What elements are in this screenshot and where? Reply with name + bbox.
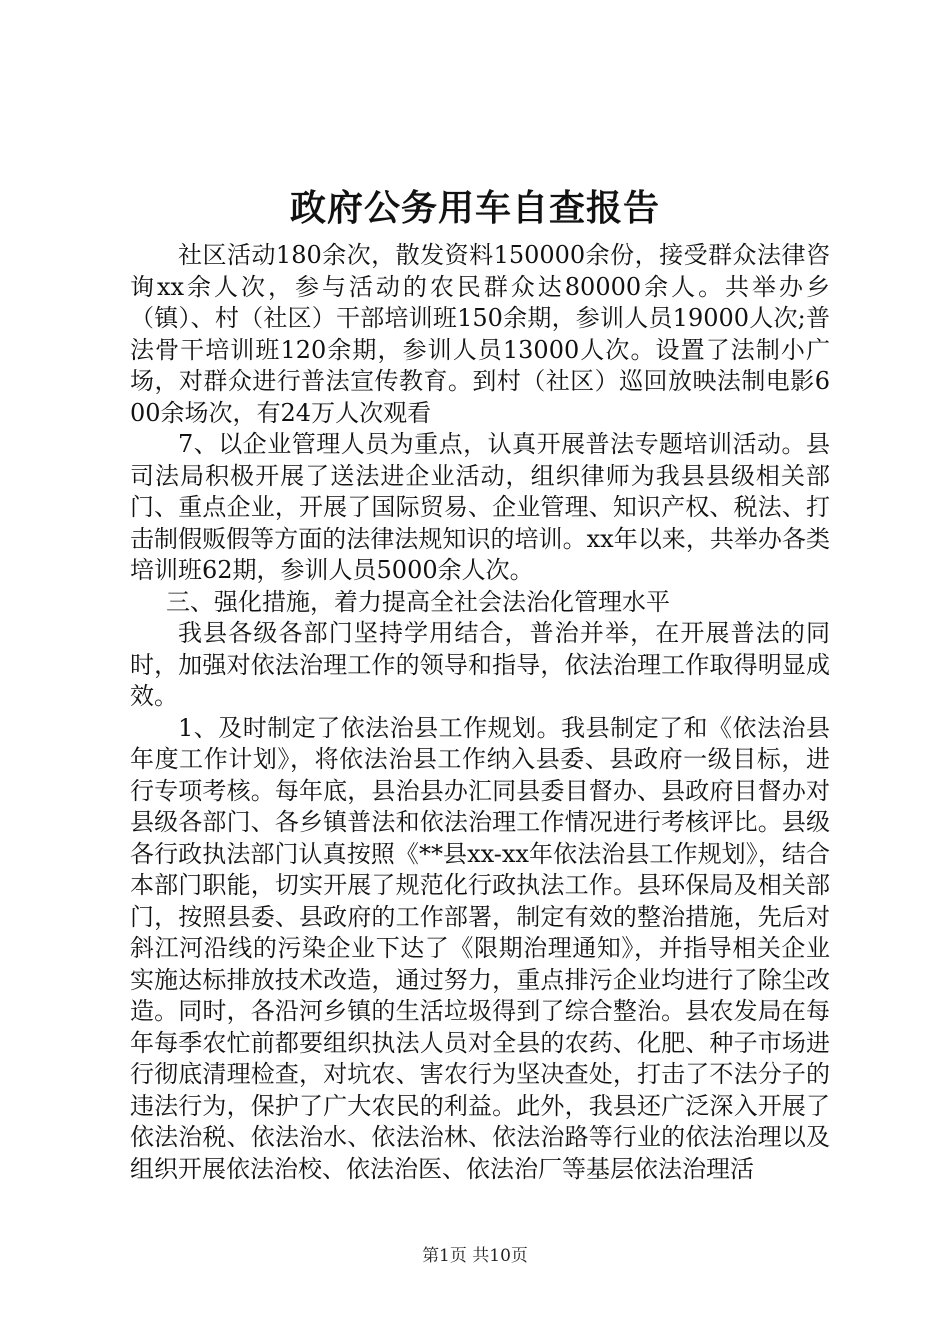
paragraph-governance-results: 我县各级各部门坚持学用结合，普治并举，在开展普法的同时，加强对依法治理工作的领导和指导，依法治理工作取得明显成效。 [130,619,830,710]
page-total: 共10页 [472,1246,528,1266]
paragraph-community-activities: 社区活动180余次，散发资料150000余份，接受群众法律咨询xx余人次，参与活动的农民群众达80000余人。共举办乡（镇）、村（社区）干部培训班150余期，参训人员19000人次;普法骨干培训班120余期，参训人员13000人次。设置了法制小广场，对群众进行普法宣传教育。到村（社区）巡回放映法制电影600余场次，有24万人次观看 [130,241,830,427]
page-number: 第1页 [422,1246,467,1266]
document-body [130,240,830,1185]
paragraph-enterprise-training: 7、以企业管理人员为重点，认真开展普法专题培训活动。县司法局积极开展了送法进企业活动，组织律师为我县县级相关部门、重点企业，开展了国际贸易、企业管理、知识产权、税法、打击制假贩假等方面的法律法规知识的培训。xx年以来，共举办各类培训班62期，参训人员5000余人次。 [130,430,830,584]
page-footer [0,1244,950,1268]
paragraph-governance-plan: 1、及时制定了依法治县工作规划。我县制定了和《依法治县年度工作计划》，将依法治县工作纳入县委、县政府一级目标，进行专项考核。每年底，县治县办汇同县委目督办、县政府目督办对县级各部门、各乡镇普法和依法治理工作情况进行考核评比。县级各行政执法部门认真按照《**县xx-xx年依法治县工作规划》，结合本部门职能，切实开展了规范化行政执法工作。县环保局及相关部门，按照县委、县政府的工作部署，制定有效的整治措施，先后对斜江河沿线的污染企业下达了《限期治理通知》，并指导相关企业实施达标排放技术改造，通过努力，重点排污企业均进行了除尘改造。同时，各沿河乡镇的生活垃圾得到了综合整治。县农发局在每年每季农忙前都要组织执法人员对全县的农药、化肥、种子市场进行彻底清理检查，对坑农、害农行为坚决查处，打击了不法分子的违法行为，保护了广大农民的利益。此外，我县还广泛深入开展了依法治税、依法治水、依法治林、依法治路等行业的依法治理以及组织开展依法治校、依法治医、依法治厂等基层依法治理活 [130,713,830,1183]
section-heading-strengthen-measures: 三、强化措施，着力提高全社会法治化管理水平 [166,587,670,616]
document-title: 政府公务用车自查报告 [289,187,660,229]
